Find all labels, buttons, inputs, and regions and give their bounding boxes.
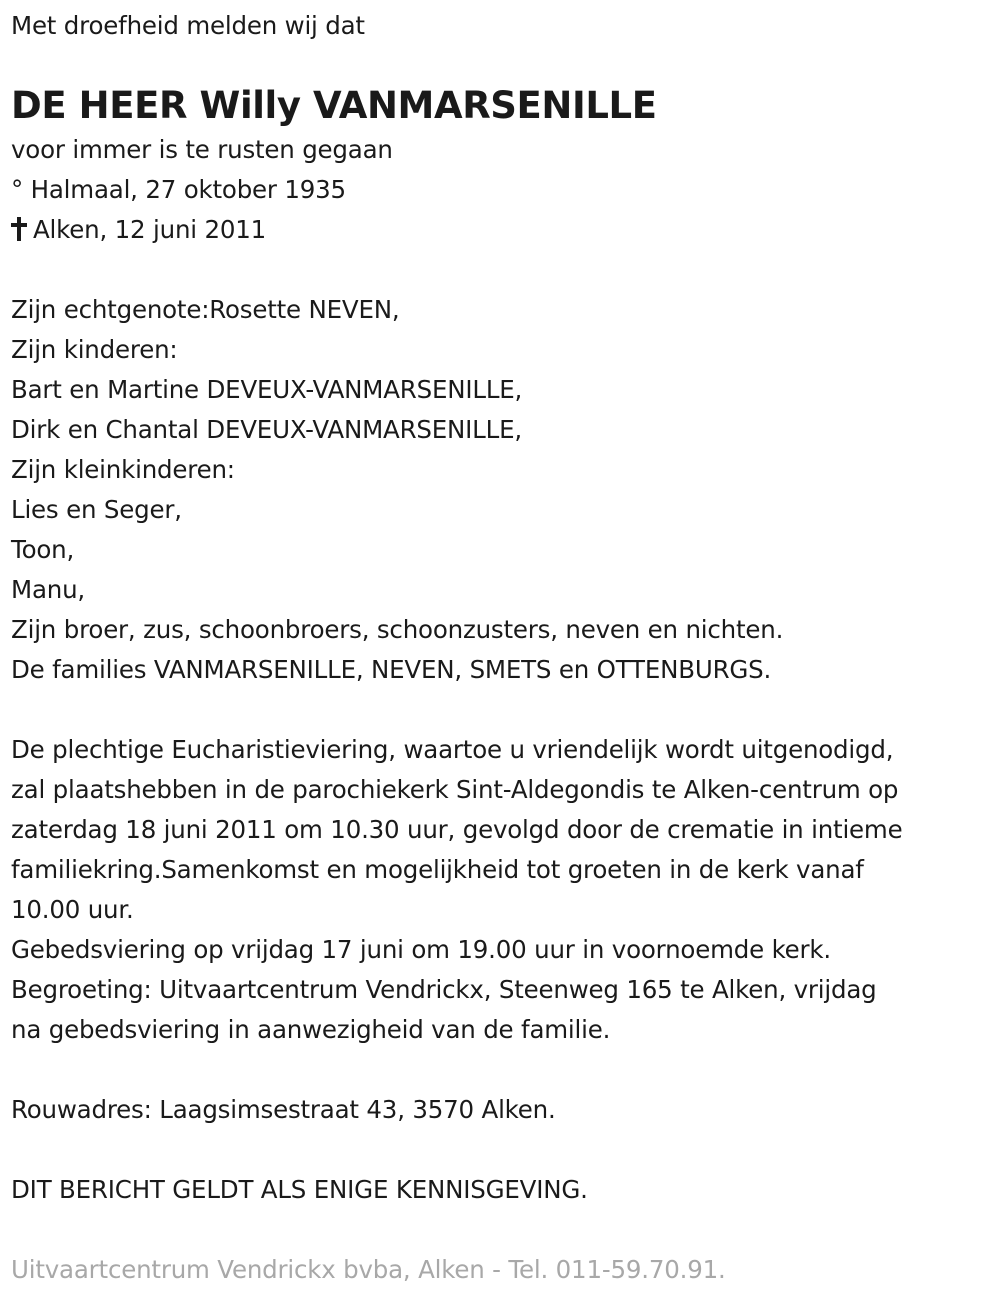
ceremony-line: Gebedsviering op vrijdag 17 juni om 19.00 uur in voornoemde kerk.	[11, 935, 832, 964]
family-line: Dirk en Chantal DEVEUX-VANMARSENILLE,	[11, 415, 522, 444]
family-line: Zijn kinderen:	[11, 335, 178, 364]
family-line: Bart en Martine DEVEUX-VANMARSENILLE,	[11, 375, 523, 404]
family-line: De families VANMARSENILLE, NEVEN, SMETS en OTTENBURGS.	[11, 655, 772, 684]
ceremony-line: na gebedsviering in aanwezigheid van de familie.	[11, 1015, 611, 1044]
family-list	[11, 290, 991, 690]
death-line	[11, 210, 991, 250]
spacer	[11, 1050, 991, 1090]
cross-icon	[11, 217, 27, 241]
deceased-phrase: voor immer is te rusten gegaan	[11, 135, 393, 164]
family-line: Toon,	[11, 535, 75, 564]
ceremony-line: Begroeting: Uitvaartcentrum Vendrickx, Steenweg 165 te Alken, vrijdag	[11, 975, 877, 1004]
deceased-name: DE HEER Willy VANMARSENILLE	[11, 84, 657, 127]
ceremony-line: zaterdag 18 juni 2011 om 10.30 uur, gevolgd door de crematie in intieme	[11, 815, 903, 844]
family-line: Manu,	[11, 575, 85, 604]
family-line: Lies en Seger,	[11, 495, 182, 524]
family-line: Zijn echtgenote:Rosette NEVEN,	[11, 295, 400, 324]
ceremony-line: familiekring.Samenkomst en mogelijkheid tot groeten in de kerk vanaf	[11, 855, 864, 884]
family-line: Zijn kleinkinderen:	[11, 455, 235, 484]
ceremony-paragraph	[11, 730, 991, 1050]
spacer	[11, 1130, 991, 1170]
official-notice: DIT BERICHT GELDT ALS ENIGE KENNISGEVING.	[11, 1175, 588, 1204]
ceremony-line: 10.00 uur.	[11, 895, 134, 924]
ceremony-line: zal plaatshebben in de parochiekerk Sint-Aldegondis te Alken-centrum op	[11, 775, 899, 804]
funeral-home-footer: Uitvaartcentrum Vendrickx bvba, Alken - Tel. 011-59.70.91.	[11, 1255, 726, 1284]
spacer	[11, 46, 991, 86]
obituary-notice	[11, 6, 991, 1290]
mourning-address: Rouwadres: Laagsimsestraat 43, 3570 Alken.	[11, 1095, 556, 1124]
death-text: Alken, 12 juni 2011	[33, 215, 267, 244]
spacer	[11, 250, 991, 290]
spacer	[11, 690, 991, 730]
family-line: Zijn broer, zus, schoonbroers, schoonzusters, neven en nichten.	[11, 615, 784, 644]
ceremony-line: De plechtige Eucharistieviering, waartoe u vriendelijk wordt uitgenodigd,	[11, 735, 894, 764]
spacer	[11, 1210, 991, 1250]
intro-text: Met droefheid melden wij dat	[11, 11, 365, 40]
birth-line: ° Halmaal, 27 oktober 1935	[11, 175, 346, 204]
